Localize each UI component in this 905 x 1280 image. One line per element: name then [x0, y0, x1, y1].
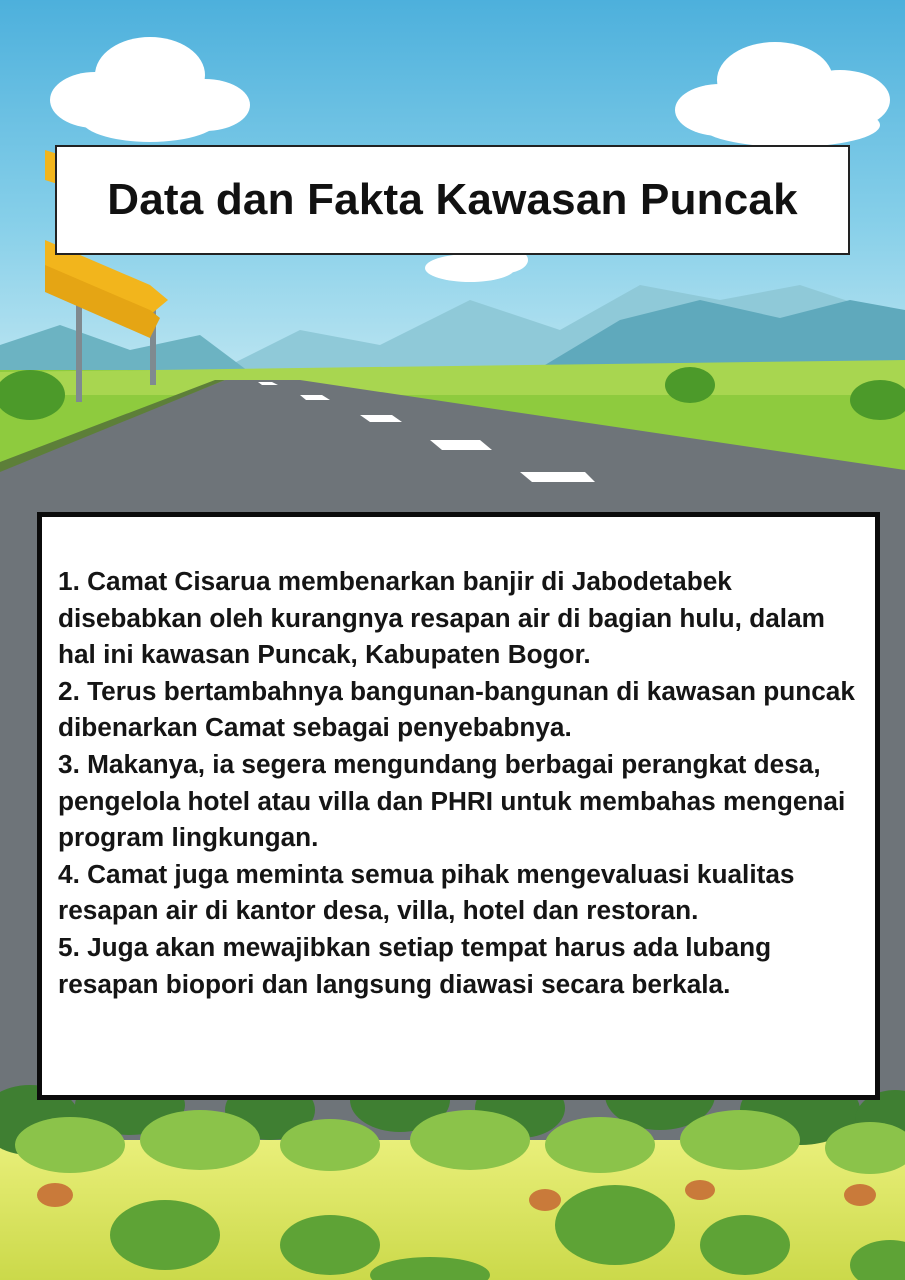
- fact-item-3: 3. Makanya, ia segera mengundang berbagai perangkat desa, pengelola hotel atau villa dan PHRI untuk membahas mengenai program lingkungan.: [58, 748, 846, 853]
- title-banner: [55, 145, 850, 255]
- fact-item-1: 1. Camat Cisarua membenarkan banjir di Jabodetabek disebabkan oleh kurangnya resapan air di bagian hulu, dalam hal ini kawasan Puncak, Kabupaten Bogor.: [58, 566, 825, 670]
- facts-panel: [37, 512, 880, 1100]
- page-title: Data dan Fakta Kawasan Puncak: [107, 175, 798, 224]
- fact-item-2: 2. Terus bertambahnya bangunan-bangunan di kawasan puncak dibenarkan Camat sebagai penyebabnya.: [58, 675, 855, 743]
- fact-item-5: 5. Juga akan mewajibkan setiap tempat harus ada lubang resapan biopori dan langsung diawasi secara berkala.: [58, 931, 772, 999]
- fact-item-4: 4. Camat juga meminta semua pihak mengevaluasi kualitas resapan air di kantor desa, villa, hotel dan restoran.: [58, 858, 795, 926]
